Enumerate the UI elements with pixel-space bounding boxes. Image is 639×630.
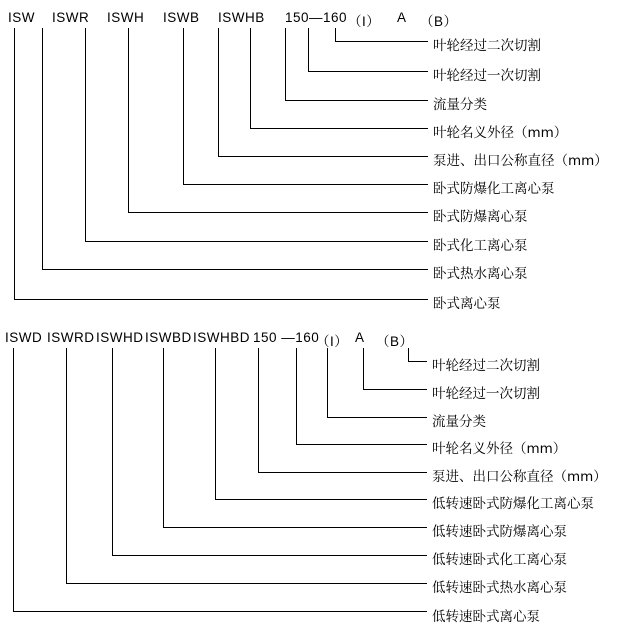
leader-iswd-first-cut xyxy=(364,348,428,390)
code-size-isw: 150—160 xyxy=(285,10,348,25)
leader-iswd-bd xyxy=(164,348,428,528)
code-flow-iswd: （I） xyxy=(316,334,349,349)
label-iswd-impeller-dia: 叶轮名义外径（mm） xyxy=(432,441,567,457)
label-isw-impeller-dia: 叶轮名义外径（mm） xyxy=(433,125,568,141)
leader-iswd-second-cut xyxy=(409,348,428,362)
code-iswrd: ISWRD xyxy=(47,330,95,345)
code-iswd: ISWD xyxy=(5,330,43,345)
leader-isw-base xyxy=(15,28,429,300)
label-iswd-port-dia: 泵进、出口公称直径（mm） xyxy=(432,469,607,485)
leader-isw-first-cut xyxy=(309,28,429,72)
label-isw-flow-class: 流量分类 xyxy=(433,97,487,113)
code-b-isw: （B） xyxy=(420,14,458,29)
leader-iswd-hbd xyxy=(216,348,428,500)
leader-iswd-base xyxy=(14,348,428,612)
label-isw-base: 卧式离心泵 xyxy=(433,296,501,312)
code-flow-isw: （I） xyxy=(348,14,381,29)
leader-isw-port-dia xyxy=(219,28,429,157)
label-isw-h: 卧式化工离心泵 xyxy=(433,238,528,254)
label-isw-b: 卧式防爆离心泵 xyxy=(433,209,528,225)
code-a-isw: A xyxy=(397,10,407,25)
code-iswhbd: ISWHBD xyxy=(193,330,250,345)
label-isw-first-cut: 叶轮经过一次切割 xyxy=(433,68,541,84)
leader-iswd-impeller-dia xyxy=(297,348,428,445)
label-iswd-bd: 低转速卧式防爆离心泵 xyxy=(432,524,567,540)
leader-isw-second-cut xyxy=(336,28,429,42)
label-iswd-flow-class: 流量分类 xyxy=(432,414,486,430)
leader-isw-r xyxy=(43,28,429,270)
leader-lines-group-isw xyxy=(15,28,429,300)
leader-iswd-flow-class xyxy=(328,348,428,418)
label-isw-hb: 卧式防爆化工离心泵 xyxy=(433,181,555,197)
code-iswb: ISWB xyxy=(163,10,200,25)
label-iswd-base: 低转速卧式离心泵 xyxy=(432,609,540,625)
code-a-iswd: A xyxy=(355,330,365,345)
leader-iswd-hd xyxy=(113,348,428,556)
code-iswhb: ISWHB xyxy=(218,10,265,25)
leader-isw-impeller-dia xyxy=(251,28,429,129)
code-size-iswd: 150 —160 xyxy=(253,330,320,345)
leader-isw-h xyxy=(86,28,429,242)
code-iswhd: ISWHD xyxy=(96,330,144,345)
leader-lines-group-iswd xyxy=(14,348,428,612)
label-iswd-second-cut: 叶轮经过二次切割 xyxy=(432,358,540,374)
code-isw: ISW xyxy=(8,10,35,25)
label-isw-port-dia: 泵进、出口公称直径（mm） xyxy=(433,153,608,169)
leader-iswd-port-dia xyxy=(259,348,428,473)
code-iswh: ISWH xyxy=(107,10,145,25)
leader-isw-hb xyxy=(184,28,429,185)
code-iswbd: ISWBD xyxy=(145,330,192,345)
label-iswd-hbd: 低转速卧式防爆化工离心泵 xyxy=(432,496,594,512)
label-isw-r: 卧式热水离心泵 xyxy=(433,266,528,282)
label-iswd-hd: 低转速卧式化工离心泵 xyxy=(432,552,567,568)
label-iswd-rd: 低转速卧式热水离心泵 xyxy=(432,580,567,596)
leader-isw-flow-class xyxy=(286,28,429,101)
code-iswr: ISWR xyxy=(52,10,90,25)
label-iswd-first-cut: 叶轮经过一次切割 xyxy=(432,386,540,402)
label-isw-second-cut: 叶轮经过二次切割 xyxy=(433,38,541,54)
leader-iswd-rd xyxy=(67,348,428,584)
leader-isw-b xyxy=(129,28,429,213)
code-b-iswd: （B） xyxy=(376,334,414,349)
